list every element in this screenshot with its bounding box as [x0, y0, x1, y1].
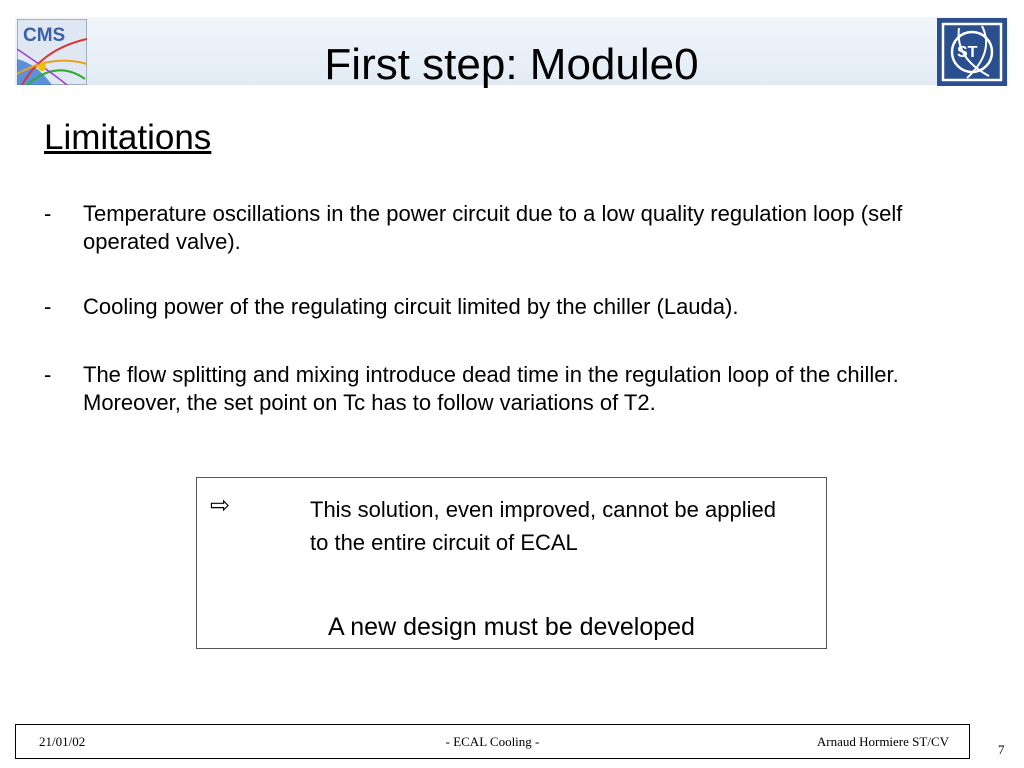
- bullet-marker: -: [44, 294, 52, 319]
- slide-footer: [15, 724, 970, 759]
- footer-author: Arnaud Hormiere ST/CV: [816, 734, 949, 749]
- bullet-text: Cooling power of the regulating circuit limited by the chiller (Lauda).: [83, 294, 739, 319]
- bullet-marker: -: [44, 362, 52, 387]
- bullet-text: Temperature oscillations in the power circuit due to a low quality regulation loop (self operated valve).: [83, 201, 903, 254]
- svg-text:CMS: CMS: [23, 25, 66, 46]
- section-heading: Limitations: [44, 118, 212, 157]
- slide-header: [15, 17, 1008, 89]
- list-item: [44, 293, 738, 321]
- page-number: 7: [998, 742, 1005, 757]
- right-arrow-icon: ⇨: [210, 492, 231, 519]
- callout-text: This solution, even improved, cannot be applied to the entire circuit of ECAL: [310, 497, 776, 555]
- cms-logo-icon: [17, 19, 87, 85]
- slide-title: First step: Module0: [324, 40, 699, 89]
- footer-date: 21/01/02: [39, 734, 86, 749]
- bullet-marker: -: [44, 201, 52, 226]
- callout-conclusion: A new design must be developed: [328, 613, 695, 641]
- footer-center-text: - ECAL Cooling -: [445, 734, 540, 749]
- list-item: [44, 361, 994, 417]
- conclusion-box: [196, 477, 827, 649]
- list-item: [44, 200, 994, 256]
- bullet-text: The flow splitting and mixing introduce dead time in the regulation loop of the chiller. Moreover, the set point on Tc has to follow variations of T2.: [83, 362, 899, 415]
- st-division-logo-icon: [937, 18, 1007, 86]
- svg-text:ST: ST: [957, 44, 978, 61]
